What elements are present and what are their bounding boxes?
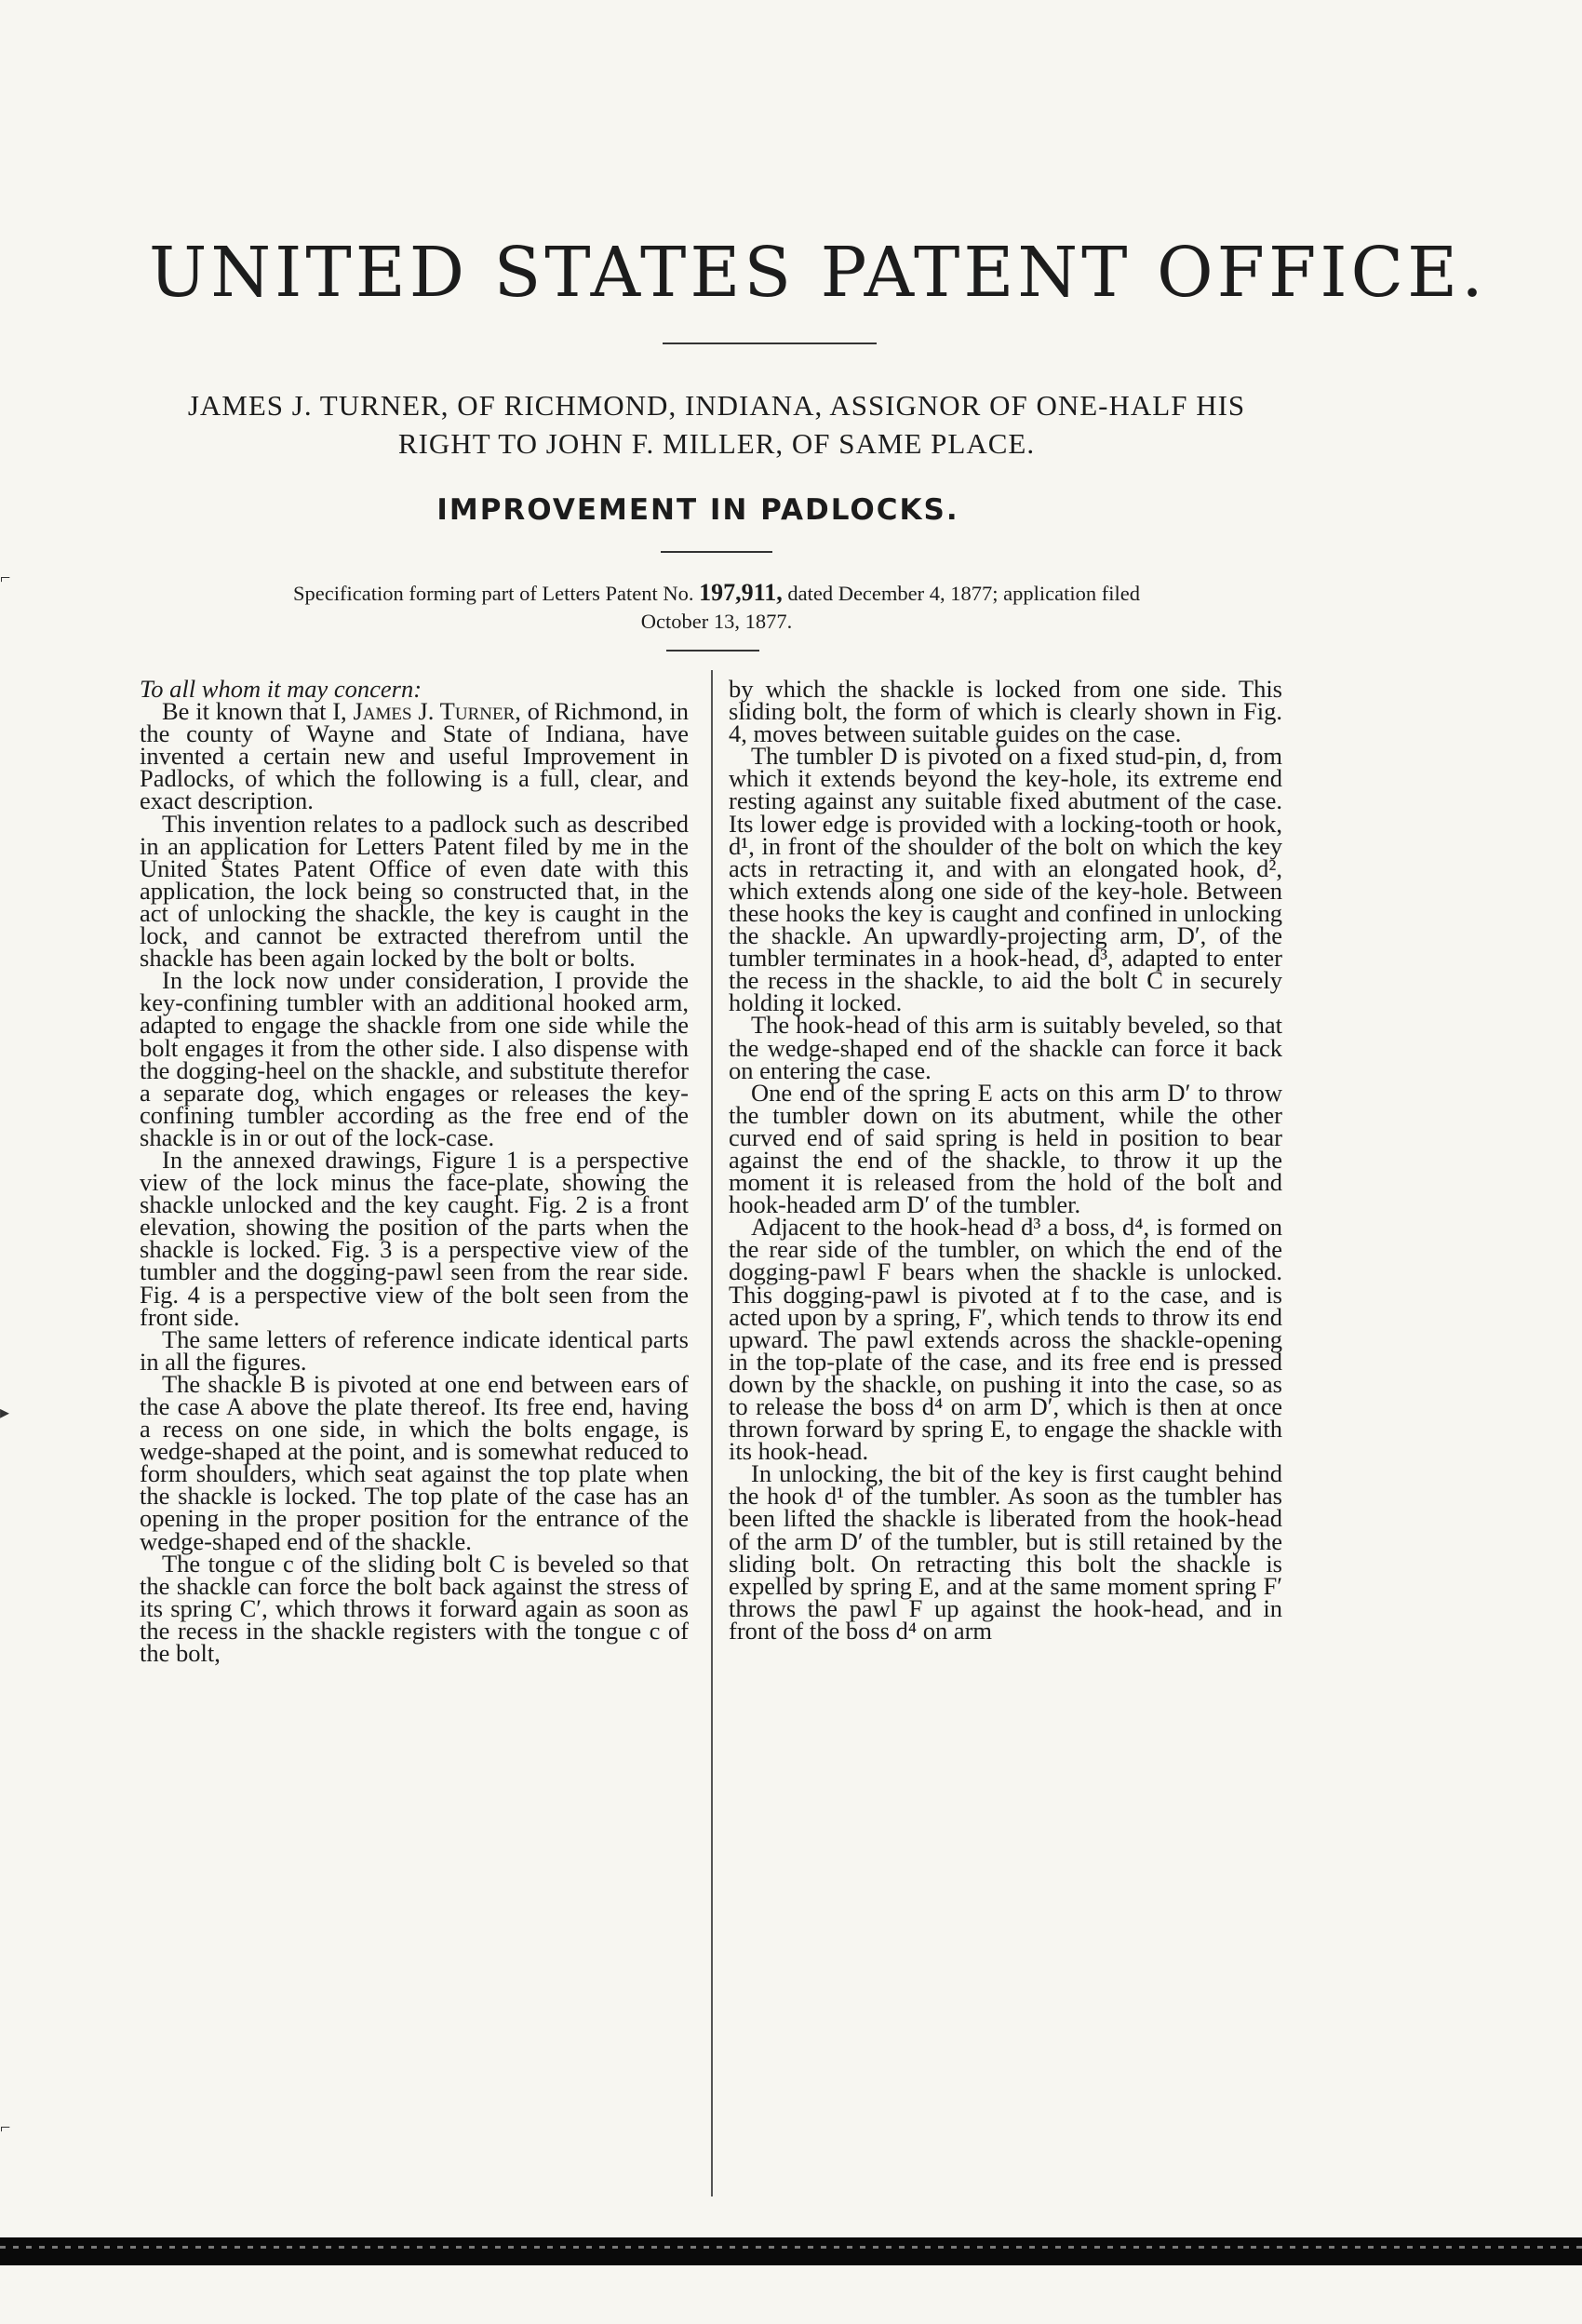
improvement-title: IMPROVEMENT IN PADLOCKS. — [436, 493, 959, 527]
spec-line-1 — [177, 579, 1256, 608]
margin-mark: ⌐ — [0, 2117, 11, 2138]
margin-mark: ⌐ — [0, 568, 11, 588]
paragraph: One end of the spring E acts on this arm D′ to throw the tumbler down on its abutment, while the other curved end of said spring is held in position to bear against the end of the shackle, to throw it up the moment it is released from the hold of the bolt and hook-headed arm D′ of the tumbler. — [729, 1078, 1282, 1219]
spec-prefix: Specification forming part of Letters Patent No. — [293, 582, 694, 605]
paragraph: by which the shackle is locked from one side. This sliding bolt, the form of which is clearly shown in Fig. 4, moves between suitable guides on the case. — [729, 675, 1282, 748]
spec-rule — [666, 650, 759, 652]
spec-line-2: October 13, 1877. — [640, 610, 793, 633]
assignor-line-2: RIGHT TO JOHN F. MILLER, OF SAME PLACE. — [397, 427, 1036, 460]
paragraph: The same letters of reference indicate identical parts in all the figures. — [140, 1324, 689, 1376]
assignor-block — [112, 386, 1321, 463]
improvement-rule — [661, 551, 772, 553]
paragraph: The tumbler D is pivoted on a fixed stud-pin, d, from which it extends beyond the key-hole, its extreme end resting against any suitable fixed abutment of the case. Its lower edge is provided with a locking-tooth or hook, d¹, in front of the shoulder of the bolt on which the key acts in retracting it, and with an elongated hook, d², which extends along one side of the key-hole. Between these hooks the key is caught and confined in unlocking the shackle. An upwardly-projecting arm, D′, of the tumbler terminates in a hook-head, d³, adapted to enter the recess in the shackle, to aid the bolt C in securely holding it locked. — [729, 742, 1282, 1017]
paragraph: The hook-head of this arm is suitably beveled, so that the wedge-shaped end of the shackle can force it back on entering the case. — [729, 1011, 1282, 1084]
right-column — [729, 675, 1282, 1645]
paragraph: The tongue c of the sliding bolt C is beveled so that the shackle can force the bolt back against the stress of its spring C′, which throws it forward again as soon as the recess in the shackle registers with the tongue c of the bolt, — [140, 1549, 689, 1668]
office-title: UNITED STATES PATENT OFFICE. — [149, 233, 1487, 313]
paragraph: In the lock now under consideration, I provide the key-confining tumbler with an additional hooked arm, adapted to engage the shackle from one side while the bolt engages it from the other side. I also dispense with the dogging-heel on the shackle, and substitute therefor a separate dog, which engages or releases the key-confining tumbler according as the free end of the shackle is in or out of the lock-case. — [140, 966, 689, 1151]
patent-number: 197,911, — [699, 579, 783, 606]
column-divider — [711, 670, 713, 2196]
paragraph: The shackle B is pivoted at one end between ears of the case A above the plate thereof. Its free end, having a recess on one side, in which the bolts engage, is wedge-shaped at the point, and is somewhat reduced to form shoulders, which seat against the top plate when the shackle is locked. The top plate of the case has an opening in the proper position for the entrance of the wedge-shaped end of the shackle. — [140, 1369, 689, 1555]
paragraph: In unlocking, the bit of the key is first caught behind the hook d¹ of the tumbler. As soon as the tumbler has been lifted the shackle is liberated from the hook-head of the arm D′ of the tumbler, but is still retained by the sliding bolt. On retracting this bolt the shackle is expelled by spring E, and at the same moment spring F′ throws the pawl F up against the hook-head, and in front of the boss d⁴ on arm — [729, 1459, 1282, 1645]
specification-line — [177, 579, 1256, 636]
paragraph: This invention relates to a padlock such as described in an application for Letters Patent filed by me in the United States Patent Office of even date with this application, the lock being so constructed that, in the act of unlocking the shackle, the key is caught in the lock, and cannot be extracted therefrom until the shackle has been again locked by the bolt or bolts. — [140, 809, 689, 973]
scan-bottom-bar — [0, 2237, 1582, 2265]
assignor-line-1: JAMES J. TURNER, OF RICHMOND, INDIANA, ASSIGNOR OF ONE-HALF HIS — [187, 389, 1246, 422]
title-rule — [663, 343, 877, 344]
salutation: To all whom it may concern: — [140, 675, 422, 703]
paragraph: In the annexed drawings, Figure 1 is a perspective view of the lock minus the face-plate, showing the shackle unlocked and the key caught. Fig. 2 is a front elevation, showing the position of the parts when the shackle is locked. Fig. 3 is a perspective view of the tumbler and the dogging-pawl seen from the rear side. Fig. 4 is a perspective view of the bolt seen from the front side. — [140, 1145, 689, 1331]
spec-suffix: dated December 4, 1877; application filed — [787, 582, 1140, 605]
margin-mark: ▸ — [0, 1403, 10, 1423]
inventor-name: James J. Turner, — [353, 697, 521, 726]
left-column — [140, 675, 690, 1668]
paragraph: Adjacent to the hook-head d³ a boss, d⁴, is formed on the rear side of the tumbler, on which the end of the dogging-pawl F bears when the shackle is unlocked. This dogging-pawl is pivoted at f to the case, and is acted upon by a spring, F′, which tends to throw its end upward. The pawl extends across the shackle-opening in the top-plate of the case, and its free end is pressed down by the shackle, on pushing it into the case, so as to release the boss d⁴ on arm D′, which is then at once thrown forward by spring E, to engage the shackle with its hook-head. — [729, 1213, 1282, 1466]
paragraph: Be it known that I, James J. Turner, of Richmond, in the county of Wayne and State of Indiana, have invented a certain new and useful Improvement in Padlocks, of which the following is a full, clear, and exact description. — [140, 697, 690, 815]
